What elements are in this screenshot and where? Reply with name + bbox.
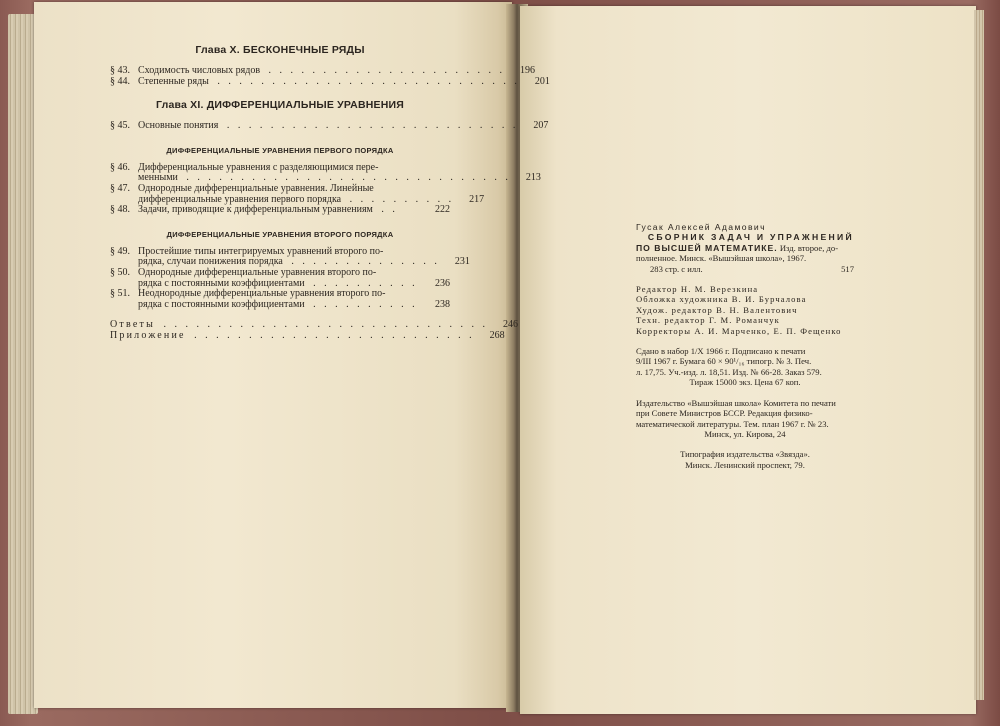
toc-title: Неоднородные дифференциальные уравнения второго по- [138,288,386,300]
toc-page-number: 217 [469,193,485,205]
toc-title: Основные понятия [138,120,219,132]
toc-section-number: § 46. [110,161,130,173]
printing-house-line: Минск. Ленинский проспект, 79. [685,459,805,470]
printing-house-line: Типография издательства «Звязда». [680,449,810,460]
toc-title: Однородные дифференциальные уравнения. Линейные [138,182,374,194]
edition-note: Изд. второе, до- [779,242,839,253]
toc-title-continued: рядка с постоянными коэффициентами [138,298,305,310]
toc-page-number: 201 [534,75,550,87]
printing-house [636,449,854,470]
credit-editor: Редактор Н. М. Верезкина [636,284,759,295]
page-stack-right [974,10,984,700]
toc-entry-continued: менными . . . . . . . . . . . . . . . . . . . . . . . . . . . . . . 213 [138,172,541,184]
toc-section-number: § 49. [110,245,130,257]
credits [636,284,854,336]
publication-line: полненное. Минск. «Вышэйшая школа», 1967. [636,253,807,264]
toc-title: Приложение [110,329,186,341]
toc-title: Ответы [110,319,155,331]
toc-entry: § 45. Основные понятия . . . . . . . . . . . . . . . . . . . . . . . . . . . 207 [110,120,549,132]
publisher-line: при Совете Министров БССР. Редакция физико- [636,408,813,419]
toc-title: Сходимость числовых рядов [138,65,261,76]
chapter-heading: Глава XI. ДИФФЕРЕНЦИАЛЬНЫЕ УРАВНЕНИЯ [155,99,405,112]
toc-section-number: § 44. [110,75,130,87]
publisher-line: Издательство «Вышэйшая школа» Комитета по печати [636,397,836,408]
toc-entry: § 44. Степенные ряды . . . . . . . . . . . . . . . . . . . . . . . . . . . . 201 [110,75,550,87]
toc-title: Простейшие типы интегрируемых уравнений второго по- [138,245,384,257]
pages-line [636,264,854,274]
imprint-block [636,222,854,470]
toc-page-number: 231 [454,256,470,268]
toc-entry-continued: рядка с постоянными коэффициентами . . . . . . . . . . 238 [138,298,450,310]
toc-entry-answers: Ответы . . . . . . . . . . . . . . . . . . . . . . . . . . . . . . 246 [110,319,518,331]
toc-entry-continued: рядка, случаи понижения порядка . . . . . . . . . . . . . . 231 [138,256,470,268]
chapter-heading: Глава X. БЕСКОНЕЧНЫЕ РЯДЫ [195,44,365,56]
publisher-info [636,398,854,440]
toc-page-number: 238 [435,298,450,310]
print-line: 9/III 1967 г. Бумага 60 × 90¹/₁₆ типогр. № 3. Печ. [636,356,812,367]
toc-title: Дифференциальные уравнения с разделяющимися пере- [138,161,379,173]
toc-page-number: 196 [520,65,536,76]
print-details [636,346,854,388]
toc-entry-continued: дифференциальные уравнения первого порядка . . . . . . . . . . 217 [138,193,485,205]
toc-section-number: § 50. [110,266,130,278]
publisher-line: математической литературы. Тем. план 1967 г. № 23. [636,418,829,429]
print-line: л. 17,75. Уч.-изд. л. 18,51. Изд. № 66-28. Заказ 579. [636,366,822,377]
toc-title-continued: дифференциальные уравнения первого порядка [138,193,342,205]
table-of-contents [110,44,550,342]
toc-page-number: 246 [502,319,518,331]
toc-page-number: 213 [525,172,541,184]
toc-section-number: § 51. [110,288,130,300]
toc-title: Степенные ряды [138,75,209,87]
toc-title-continued: рядка, случаи понижения порядка [138,256,283,268]
toc-title-continued: менными [138,172,178,184]
book-title-line1: СБОРНИК ЗАДАЧ И УПРАЖНЕНИЙ [647,232,854,243]
toc-page-number: 268 [489,329,505,341]
toc-section-number: § 43. [110,65,130,76]
print-line: Тираж 15000 экз. Цена 67 коп. [689,377,801,388]
toc-page-number: 207 [533,120,549,132]
page-count: 283 стр. с илл. [650,263,703,274]
credit-proofreaders: Корректоры А. И. Марченко, Е. П. Фещенко [636,325,842,336]
credit-art-editor: Худож. редактор В. Н. Валентович [636,304,798,315]
toc-section-number: § 45. [110,120,130,132]
credit-tech-editor: Техн. редактор Г. М. Романчук [636,315,780,326]
print-line: Сдано в набор 1/X 1966 г. Подписано к печати [636,346,806,357]
toc-entry-continued: рядка с постоянными коэффициентами . . . . . . . . . . 236 [138,277,450,289]
credit-cover: Обложка художника В. И. Бурчалова [636,294,807,305]
toc-page-number: 236 [435,277,450,289]
classification-code: 517 [841,263,854,274]
toc-section-number: § 48. [110,204,130,216]
toc-title-continued: рядка с постоянными коэффициентами [138,277,305,289]
toc-entry: § 43. Сходимость числовых рядов . . . . . . . . . . . . . . . . . . . . . . 196 [110,65,536,76]
toc-title: Задачи, приводящие к дифференциальным уравнениям [138,204,373,216]
book-title-line2: ПО ВЫСШЕЙ МАТЕМАТИКЕ. [636,242,778,253]
subsection-heading: ДИФФЕРЕНЦИАЛЬНЫЕ УРАВНЕНИЯ ПЕРВОГО ПОРЯДКА [166,145,394,155]
toc-entry: § 48. Задачи, приводящие к дифференциальным уравнениям . . 222 [110,204,450,216]
author-name: Гусак Алексей Адамович [636,222,767,232]
toc-title: Однородные дифференциальные уравнения второго по- [138,266,377,278]
subsection-heading: ДИФФЕРЕНЦИАЛЬНЫЕ УРАВНЕНИЯ ВТОРОГО ПОРЯДКА [166,229,394,239]
toc-section-number: § 47. [110,182,130,194]
toc-entry-appendix: Приложение . . . . . . . . . . . . . . . . . . . . . . . . . . 268 [110,329,505,341]
publisher-line: Минск, ул. Кирова, 24 [704,428,786,439]
toc-page-number: 222 [435,204,450,216]
